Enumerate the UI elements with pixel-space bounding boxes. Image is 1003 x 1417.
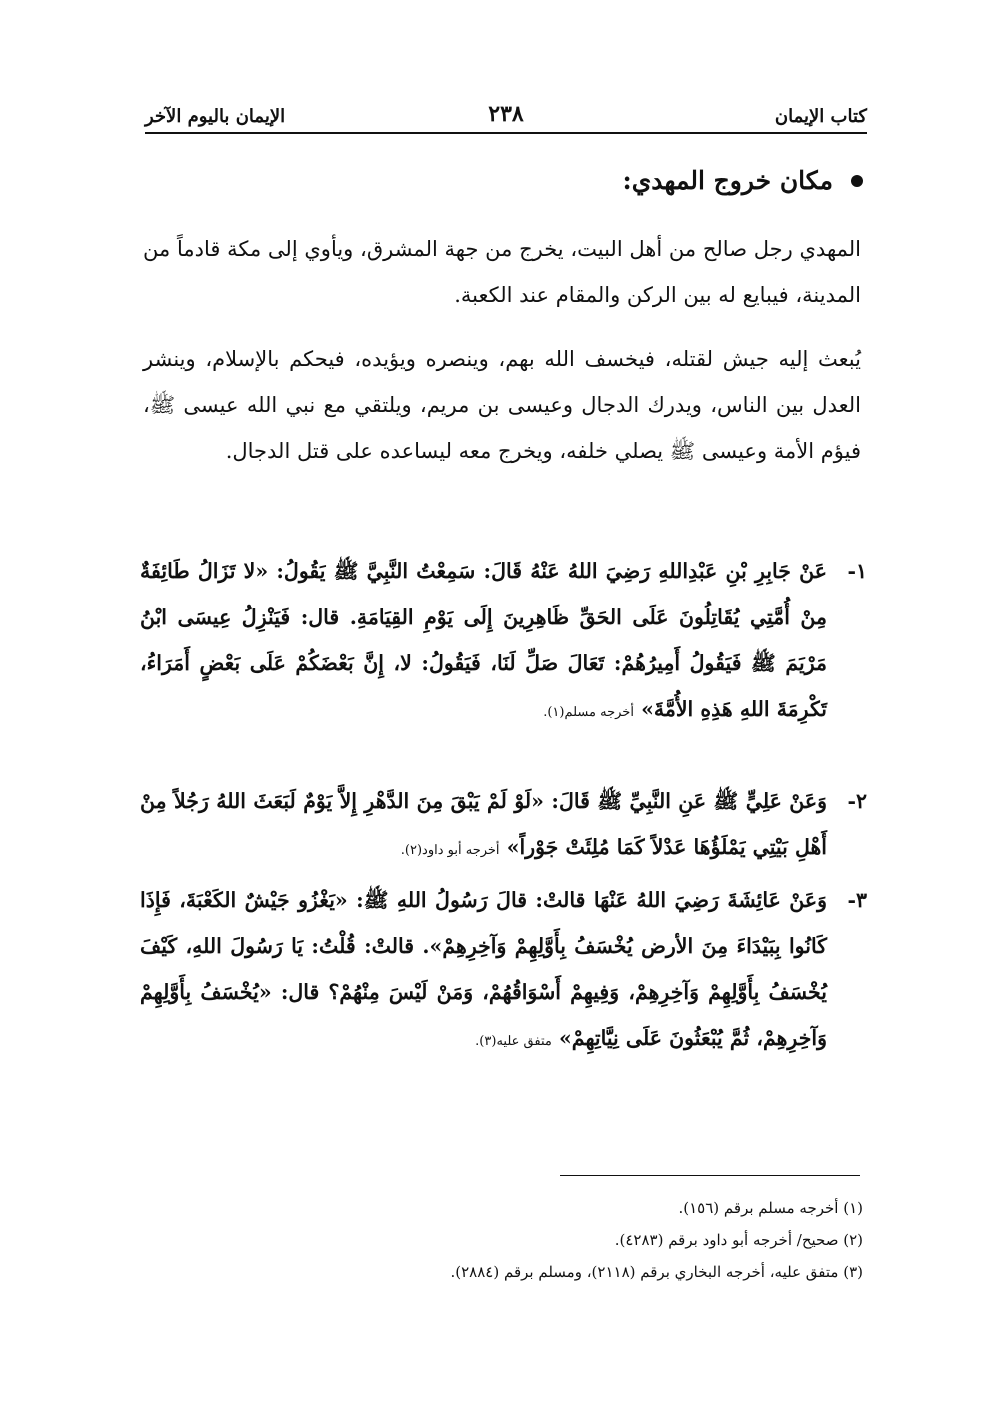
hadith-number: ١-	[847, 559, 867, 583]
hadith-source: متفق عليه(٣).	[475, 1034, 552, 1049]
bullet-icon	[851, 175, 863, 187]
paragraph-text: يُبعث إليه جيش لقتله، فيخسف الله بهم، وينصره ويؤيده، فيحكم بالإسلام، وينشر العدل بين الناس، ويدرك الدجال وعيسى بن مريم، ويلتقي مع نبي الله عيسى ﷺ، فيؤم الأمة وعيسى ﷺ يصلي خلفه، ويخرج معه ليساعده على قتل الدجال.	[143, 347, 861, 463]
hadith-source: أخرجه مسلم(١).	[543, 705, 634, 720]
hadith-body: وَعَنْ عَائِشَةَ رَضِيَ اللهُ عَنْهَا قالتْ: قالَ رَسُولُ اللهِ ﷺ: «يَغْزُو جَيْشٌ الكَعْبَةَ، فَإِذَا كَانُوا بِبَيْدَاءَ مِنَ الأرض يُخْسَفُ بِأَوَّلِهِمْ وَآخِرِهِمْ». قالتْ: قُلْتُ: يَا رَسُولَ اللهِ، كَيْفَ يُخْسَفُ بِأَوَّلِهِمْ وَآخِرِهِمْ، وَفِيهِمْ أَسْوَاقُهُمْ، وَمَنْ لَيْسَ مِنْهُمْ؟ قال: «يُخْسَفُ بِأَوَّلِهِمْ وَآخِرِهِمْ، ثُمَّ يُبْعَثُونَ عَلَى نِيَّاتِهِمْ»	[140, 888, 827, 1050]
hadith-1	[140, 548, 867, 736]
hadith-3	[140, 877, 867, 1065]
hadith-text	[140, 877, 827, 1065]
section-heading	[623, 166, 864, 195]
hadith-text	[140, 778, 827, 874]
hadith-text	[140, 548, 827, 736]
footnotes	[450, 1192, 863, 1288]
paragraph-1	[143, 226, 861, 318]
footnote-divider	[560, 1175, 860, 1176]
hadith-2	[140, 778, 867, 874]
header-book-title: كتاب الإيمان	[774, 106, 867, 127]
paragraph-text: المهدي رجل صالح من أهل البيت، يخرج من جهة المشرق، ويأوي إلى مكة قادماً من المدينة، فيبايع له بين الركن والمقام عند الكعبة.	[143, 237, 861, 307]
page-number: ٢٣٨	[488, 101, 524, 127]
header-divider	[145, 132, 867, 134]
hadith-number: ٣-	[847, 888, 867, 912]
footnote-2: (٢) صحيح/ أخرجه أبو داود برقم (٤٢٨٣).	[614, 1231, 863, 1249]
section-title-text: مكان خروج المهدي:	[622, 166, 833, 195]
hadith-number: ٢-	[847, 789, 867, 813]
paragraph-2	[143, 336, 861, 474]
hadith-body: وَعَنْ عَلِيٍّ ﷺ عَنِ النَّبِيِّ ﷺ قَالَ: «لَوْ لَمْ يَبْقَ مِنَ الدَّهْرِ إِلاَّ يَوْمٌ لَبَعَثَ اللهُ رَجُلاً مِنْ أَهْلِ بَيْتِي يَمْلَؤُهَا عَدْلاً كَمَا مُلِئَتْ جَوْراً»	[140, 789, 827, 859]
running-header	[145, 97, 867, 127]
hadith-source: أخرجه أبو داود(٢).	[400, 843, 500, 858]
footnote-3: (٣) متفق عليه، أخرجه البخاري برقم (٢١١٨)، ومسلم برقم (٢٨٨٤).	[450, 1263, 863, 1281]
hadith-body: عَنْ جَابِرِ بْنِ عَبْدِاللهِ رَضِيَ اللهُ عَنْهُ قَالَ: سَمِعْتُ النَّبِيَّ ﷺ يَقُولُ: «لا تَزَالُ طَائِفَةٌ مِنْ أُمَّتِي يُقَاتِلُونَ عَلَى الحَقِّ ظَاهِرِينَ إِلَى يَوْمِ القِيَامَةِ. قال: فَيَنْزِلُ عِيسَى ابْنُ مَرْيَمَ ﷺ فَيَقُولُ أَمِيرُهُمْ: تَعَالَ صَلِّ لَنَا، فَيَقُولُ: لا، إِنَّ بَعْضَكُمْ عَلَى بَعْضٍ أَمَرَاءُ، تَكْرِمَةَ اللهِ هَذِهِ الأُمَّةَ»	[140, 559, 827, 721]
header-chapter-title: الإيمان باليوم الآخر	[145, 106, 286, 127]
footnote-1: (١) أخرجه مسلم برقم (١٥٦).	[678, 1199, 863, 1217]
